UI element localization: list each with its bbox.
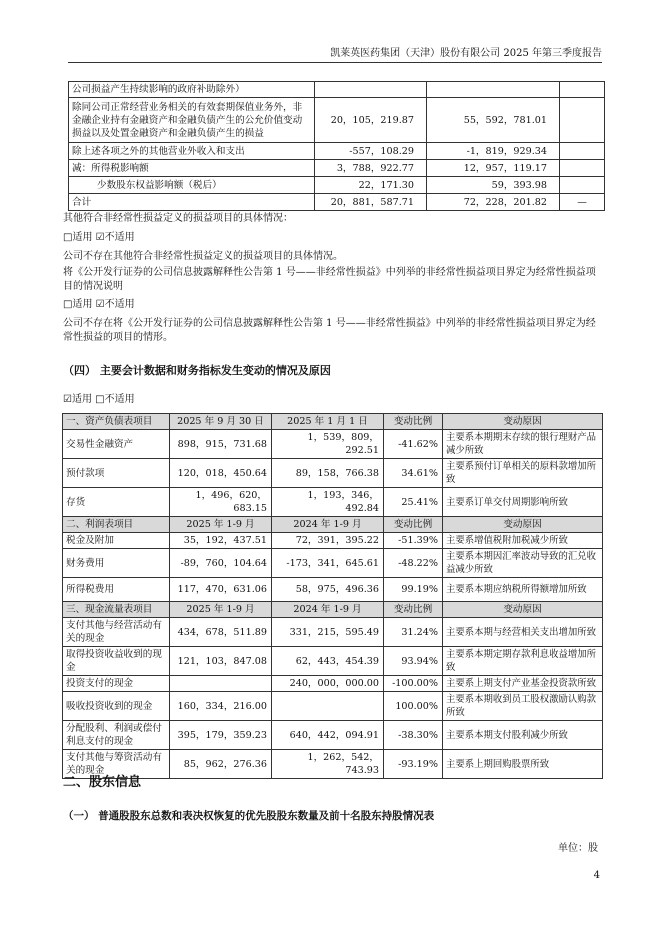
table-row xyxy=(63,488,603,517)
applicability-checkbox: □适用 ☑不适用 xyxy=(63,232,135,243)
column-header: 三、现金流量表项目 xyxy=(63,602,170,618)
column-header: 2024 年 1-9 月 xyxy=(272,517,384,533)
change-ratio: 34.61% xyxy=(384,459,443,488)
change-ratio: 100.00% xyxy=(384,692,443,721)
value-cell: 1，496，620，683.15 xyxy=(170,488,272,517)
value-cell: 640，442，094.91 xyxy=(272,721,384,750)
change-ratio: -100.00% xyxy=(384,676,443,692)
current-period-value: 22，171.30 xyxy=(315,177,427,194)
value-cell: 1，193，346，492.84 xyxy=(272,488,384,517)
value-cell: 434，678，511.89 xyxy=(170,618,272,647)
table-row xyxy=(63,459,603,488)
column-header: 二、利润表项目 xyxy=(63,517,170,533)
unit-label: 单位：股 xyxy=(558,843,598,854)
note-cell xyxy=(560,143,605,160)
value-cell: 117，470，631.06 xyxy=(170,578,272,602)
table-header-row xyxy=(63,602,603,618)
change-ratio: 93.94% xyxy=(384,647,443,676)
table-row xyxy=(69,143,605,160)
ytd-value xyxy=(427,82,560,98)
change-ratio: -38.30% xyxy=(384,721,443,750)
current-period-value: -557，108.29 xyxy=(315,143,427,160)
item-label: 减：所得税影响额 xyxy=(69,160,315,177)
column-header: 变动原因 xyxy=(443,414,603,430)
nonrecurring-items-table xyxy=(68,81,605,211)
column-header: 变动比例 xyxy=(384,517,443,533)
value-cell xyxy=(170,676,272,692)
item-label: 财务费用 xyxy=(63,549,170,578)
column-header: 2025 年 1-9 月 xyxy=(170,517,272,533)
table-row xyxy=(69,160,605,177)
value-cell: 121，103，847.08 xyxy=(170,647,272,676)
change-reason: 主要系本期支付股利减少所致 xyxy=(443,721,603,750)
value-cell: -173，341，645.61 xyxy=(272,549,384,578)
value-cell: 240，000，000.00 xyxy=(272,676,384,692)
change-reason: 主要系本期与经营相关支出增加所致 xyxy=(443,618,603,647)
item-label: 吸收投资收到的现金 xyxy=(63,692,170,721)
value-cell: 1，539，809，292.51 xyxy=(272,430,384,459)
item-label: 除上述各项之外的其他营业外收入和支出 xyxy=(69,143,315,160)
change-ratio: -48.22% xyxy=(384,549,443,578)
column-header: 一、资产负债表项目 xyxy=(63,414,170,430)
table-row xyxy=(63,721,603,750)
column-header: 变动原因 xyxy=(443,602,603,618)
section-title: 二、股东信息 xyxy=(63,775,142,790)
current-period-value xyxy=(315,82,427,98)
change-ratio: -51.39% xyxy=(384,533,443,549)
value-cell: -89，760，104.64 xyxy=(170,549,272,578)
value-cell: 160，334，216.00 xyxy=(170,692,272,721)
column-header: 变动比例 xyxy=(384,602,443,618)
section-heading: （四） 主要会计数据和财务指标发生变动的情况及原因 xyxy=(63,364,331,377)
ytd-value: 59，393.98 xyxy=(427,177,560,194)
reclassification-statement: 公司不存在将《公开发行证券的公司信息披露解释性公告第 1 号——非经常性损益》中列举的非经常性损益项目界定为经常性损益的项目的情形。 xyxy=(63,318,596,343)
applicability-checkbox: ☑适用 □不适用 xyxy=(63,394,135,405)
change-ratio: -93.19% xyxy=(384,750,443,779)
change-ratio: 99.19% xyxy=(384,578,443,602)
page-header xyxy=(68,44,602,63)
item-label: 税金及附加 xyxy=(63,533,170,549)
change-reason: 主要系增值税附加税减少所致 xyxy=(443,533,603,549)
ytd-value: 12，957，119.17 xyxy=(427,160,560,177)
table-row xyxy=(63,750,603,779)
table-row xyxy=(63,676,603,692)
other-items-intro: 其他符合非经常性损益定义的损益项目的具体情况： xyxy=(63,213,293,224)
ytd-value: -1，819，929.34 xyxy=(427,143,560,160)
subsection-title: （一） 普通股股东总数和表决权恢复的优先股股东数量及前十名股东持股情况表 xyxy=(63,810,435,822)
other-items-statement: 公司不存在其他符合非经常性损益定义的损益项目的具体情况。 xyxy=(63,251,343,262)
change-reason: 主要系本期定期存款利息收益增加所致 xyxy=(443,647,603,676)
change-reason: 主要系预付订单相关的原料款增加所致 xyxy=(443,459,603,488)
value-cell: 89，158，766.38 xyxy=(272,459,384,488)
financial-changes-table xyxy=(62,413,603,779)
column-header: 2025 年 9 月 30 日 xyxy=(170,414,272,430)
value-cell: 395，179，359.23 xyxy=(170,721,272,750)
item-label: 支付其他与筹资活动有关的现金 xyxy=(63,750,170,779)
ytd-value: 72，228，201.82 xyxy=(427,194,560,211)
reclassification-intro: 将《公开发行证券的公司信息披露解释性公告第 1 号——非经常性损益》中列举的非经常性损益项目界定为经常性损益项目的情况说明 xyxy=(63,267,596,292)
item-label: 预付款项 xyxy=(63,459,170,488)
item-label: 少数股东权益影响额（税后） xyxy=(69,177,315,194)
value-cell: 58，975，496.36 xyxy=(272,578,384,602)
change-reason: 主要系订单交付周期影响所致 xyxy=(443,488,603,517)
current-period-value: 20，881，587.71 xyxy=(315,194,427,211)
table-row xyxy=(63,549,603,578)
note-cell xyxy=(560,177,605,194)
column-header: 2025 年 1 月 1 日 xyxy=(272,414,384,430)
page-number: 4 xyxy=(593,870,600,881)
table-row xyxy=(69,177,605,194)
table-row xyxy=(63,578,603,602)
table-row xyxy=(69,82,605,98)
value-cell: 898，915，731.68 xyxy=(170,430,272,459)
value-cell xyxy=(272,692,384,721)
table-row xyxy=(63,618,603,647)
item-label: 除同公司正常经营业务相关的有效套期保值业务外，非金融企业持有金融资产和金融负债产生的公允价值变动损益以及处置金融资产和金融负债产生的损益 xyxy=(69,98,315,143)
change-ratio: -41.62% xyxy=(384,430,443,459)
column-header: 2025 年 1-9 月 xyxy=(170,602,272,618)
item-label: 所得税费用 xyxy=(63,578,170,602)
note-cell xyxy=(560,98,605,143)
table-row xyxy=(69,194,605,211)
note-cell xyxy=(560,82,605,98)
ytd-value: 55，592，781.01 xyxy=(427,98,560,143)
note-cell xyxy=(560,160,605,177)
item-label: 公司损益产生持续影响的政府补助除外） xyxy=(69,82,315,98)
item-label: 取得投资收益收到的现金 xyxy=(63,647,170,676)
current-period-value: 3，788，922.77 xyxy=(315,160,427,177)
change-reason: 主要系本期因汇率波动导致的汇兑收益减少所致 xyxy=(443,549,603,578)
current-period-value: 20，105，219.87 xyxy=(315,98,427,143)
table-row xyxy=(69,98,605,143)
table-row xyxy=(63,647,603,676)
item-label: 投资支付的现金 xyxy=(63,676,170,692)
note-cell: — xyxy=(560,194,605,211)
item-label: 存货 xyxy=(63,488,170,517)
change-reason: 主要系上期支付产业基金投资款所致 xyxy=(443,676,603,692)
change-ratio: 31.24% xyxy=(384,618,443,647)
item-label: 分配股利、利润或偿付利息支付的现金 xyxy=(63,721,170,750)
change-reason: 主要系上期回购股票所致 xyxy=(443,750,603,779)
value-cell: 35，192，437.51 xyxy=(170,533,272,549)
column-header: 2024 年 1-9 月 xyxy=(272,602,384,618)
table-row xyxy=(63,533,603,549)
item-label: 交易性金融资产 xyxy=(63,430,170,459)
report-title: 凯莱英医药集团（天津）股份有限公司 2025 年第三季度报告 xyxy=(330,48,602,59)
table-header-row xyxy=(63,517,603,533)
value-cell: 85，962，276.36 xyxy=(170,750,272,779)
item-label: 合计 xyxy=(69,194,315,211)
value-cell: 331，215，595.49 xyxy=(272,618,384,647)
table-row xyxy=(63,430,603,459)
value-cell: 62，443，454.39 xyxy=(272,647,384,676)
change-reason: 主要系本期应纳税所得额增加所致 xyxy=(443,578,603,602)
column-header: 变动原因 xyxy=(443,517,603,533)
table-row xyxy=(63,692,603,721)
column-header: 变动比例 xyxy=(384,414,443,430)
item-label: 支付其他与经营活动有关的现金 xyxy=(63,618,170,647)
change-reason: 主要系本期收到员工股权激励认购款所致 xyxy=(443,692,603,721)
table-header-row xyxy=(63,414,603,430)
applicability-checkbox: □适用 ☑不适用 xyxy=(63,299,135,310)
value-cell: 72，391，395.22 xyxy=(272,533,384,549)
value-cell: 1，262，542，743.93 xyxy=(272,750,384,779)
change-reason: 主要系本期期末存续的银行理财产品减少所致 xyxy=(443,430,603,459)
value-cell: 120，018，450.64 xyxy=(170,459,272,488)
change-ratio: 25.41% xyxy=(384,488,443,517)
